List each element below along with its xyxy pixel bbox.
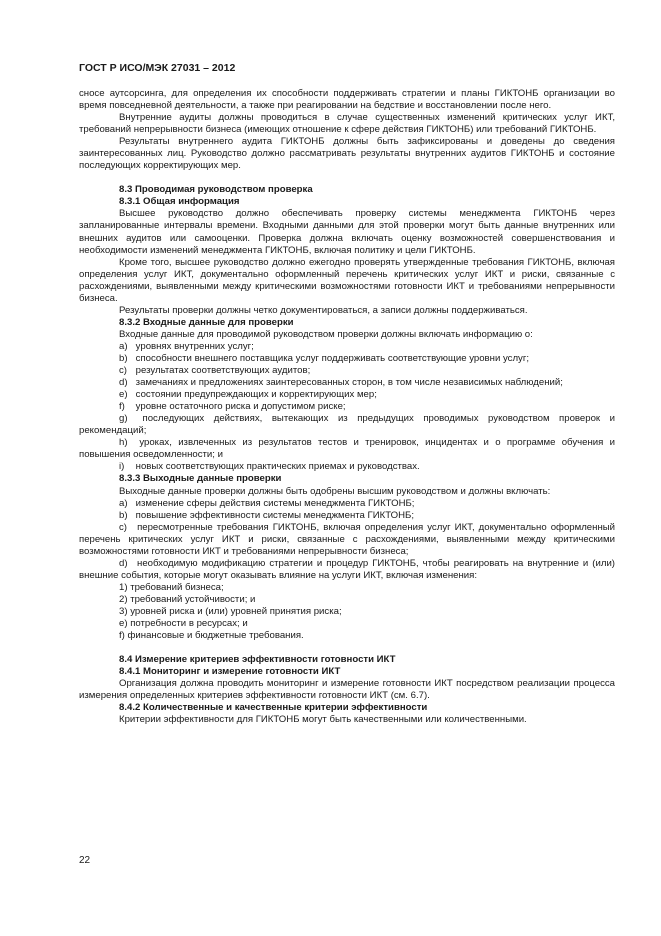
list-item: d) замечаниях и предложениях заинтересованных сторон, в том числе независимых наблюдений; bbox=[119, 377, 563, 389]
section-heading-8-3-2: 8.3.2 Входные данные для проверки bbox=[119, 316, 294, 328]
list-item: a) изменение сферы действия системы менеджмента ГИКТОНБ; bbox=[119, 497, 415, 509]
list-item: 2) требований устойчивости; и bbox=[119, 593, 256, 605]
paragraph: Кроме того, высшее руководство должно ежегодно проверять утвержденные требования ГИКТОНБ, включая определения услуг ИКТ, документально оформленный перечень критических услуг ИКТ и риски, связанные с расхождениями, выявленными между критическими возможностями готовности ИКТ и требованиями непрерывности бизнеса. bbox=[79, 256, 615, 304]
list-item: e) потребности в ресурсах; и bbox=[119, 618, 248, 630]
section-heading-8-4-1: 8.4.1 Мониторинг и измерение готовности ИКТ bbox=[119, 666, 341, 678]
paragraph: Организация должна проводить мониторинг и измерение готовности ИКТ посредством реализации процесса измерения определенных критериев эффективности готовности ИКТ (см. 6.7). bbox=[79, 678, 615, 702]
list-item: i) новых соответствующих практических приемах и руководствах. bbox=[119, 461, 420, 473]
list-item: 3) уровней риска и (или) уровней принятия риска; bbox=[119, 605, 342, 617]
paragraph: Результаты внутреннего аудита ГИКТОНБ должны быть зафиксированы и доведены до сведения заинтересованных лиц. Руководство должно рассматривать результаты внутренних аудитов ГИКТОНБ и состояние последующих корректирующих мер. bbox=[79, 136, 615, 172]
section-heading-8-3-3: 8.3.3 Выходные данные проверки bbox=[119, 473, 282, 485]
list-item: f) уровне остаточного риска и допустимом риске; bbox=[119, 401, 346, 413]
document-header: ГОСТ Р ИСО/МЭК 27031 – 2012 bbox=[79, 62, 236, 74]
list-item: f) финансовые и бюджетные требования. bbox=[119, 630, 304, 642]
section-heading-8-3: 8.3 Проводимая руководством проверка bbox=[119, 184, 313, 196]
paragraph: Результаты проверки должны четко документироваться, а записи должны поддерживаться. bbox=[119, 304, 528, 316]
paragraph: Выходные данные проверки должны быть одобрены высшим руководством и должны включать: bbox=[119, 485, 551, 497]
section-heading-8-3-1: 8.3.1 Общая информация bbox=[119, 196, 240, 208]
list-item: c) результатах соответствующих аудитов; bbox=[119, 365, 311, 377]
section-heading-8-4-2: 8.4.2 Количественные и качественные критерии эффективности bbox=[119, 702, 428, 714]
section-heading-8-4: 8.4 Измерение критериев эффективности готовности ИКТ bbox=[119, 654, 396, 666]
list-item: b) повышение эффективности системы менеджмента ГИКТОНБ; bbox=[119, 509, 414, 521]
list-item: e) состоянии предупреждающих и корректирующих мер; bbox=[119, 389, 377, 401]
list-item: a) уровнях внутренних услуг; bbox=[119, 340, 254, 352]
list-item: g) последующих действиях, вытекающих из предыдущих проводимых руководством проверок и рекомендаций; bbox=[79, 413, 615, 437]
paragraph: сносе аутсорсинга, для определения их способности поддерживать стратегии и планы ГИКТОНБ организации во время повседневной деятельности, а также при реагировании на бедствие и восстановлении после него. bbox=[79, 88, 615, 112]
list-item: h) уроках, извлеченных из результатов тестов и тренировок, инцидентах и о программе обучения и повышения осведомленности; и bbox=[79, 437, 615, 461]
list-item: d) необходимую модификацию стратегии и процедур ГИКТОНБ, чтобы реагировать на внутренние и (или) внешние события, которые могут оказывать влияние на услуги ИКТ, включая изменения: bbox=[79, 557, 616, 581]
paragraph: Высшее руководство должно обеспечивать проверку системы менеджмента ГИКТОНБ через запланированные интервалы времени. Входными данными для этой проверки могут быть данные внутренних или внешних аудитов или самооценки. Проверка должна включать оценку возможностей совершенствования и необходимости изменений менеджмента ГИКТОНБ, включая политику и цели ГИКТОНБ. bbox=[79, 208, 615, 256]
list-item: b) способности внешнего поставщика услуг поддерживать соответствующие уровни услуг; bbox=[119, 352, 530, 364]
document-body bbox=[79, 88, 615, 726]
list-item: c) пересмотренные требования ГИКТОНБ, включая определения услуг ИКТ, документально оформленный перечень критических услуг ИКТ и риски, связанные с расхождениями, выявленными между критическими возможностями готовности ИКТ и требованиями непрерывности бизнеса; bbox=[79, 521, 615, 557]
page-number: 22 bbox=[79, 855, 91, 866]
list-item: 1) требований бизнеса; bbox=[119, 581, 224, 593]
paragraph: Внутренние аудиты должны проводиться в случае существенных изменений критических услуг ИКТ, требований непрерывности бизнеса (имеющих отношение к сфере действия ГИКТОНБ) или требований ГИКТОНБ. bbox=[79, 112, 615, 136]
paragraph: Входные данные для проводимой руководством проверки должны включать информацию о: bbox=[119, 328, 533, 340]
paragraph: Критерии эффективности для ГИКТОНБ могут быть качественными или количественными. bbox=[119, 714, 527, 726]
